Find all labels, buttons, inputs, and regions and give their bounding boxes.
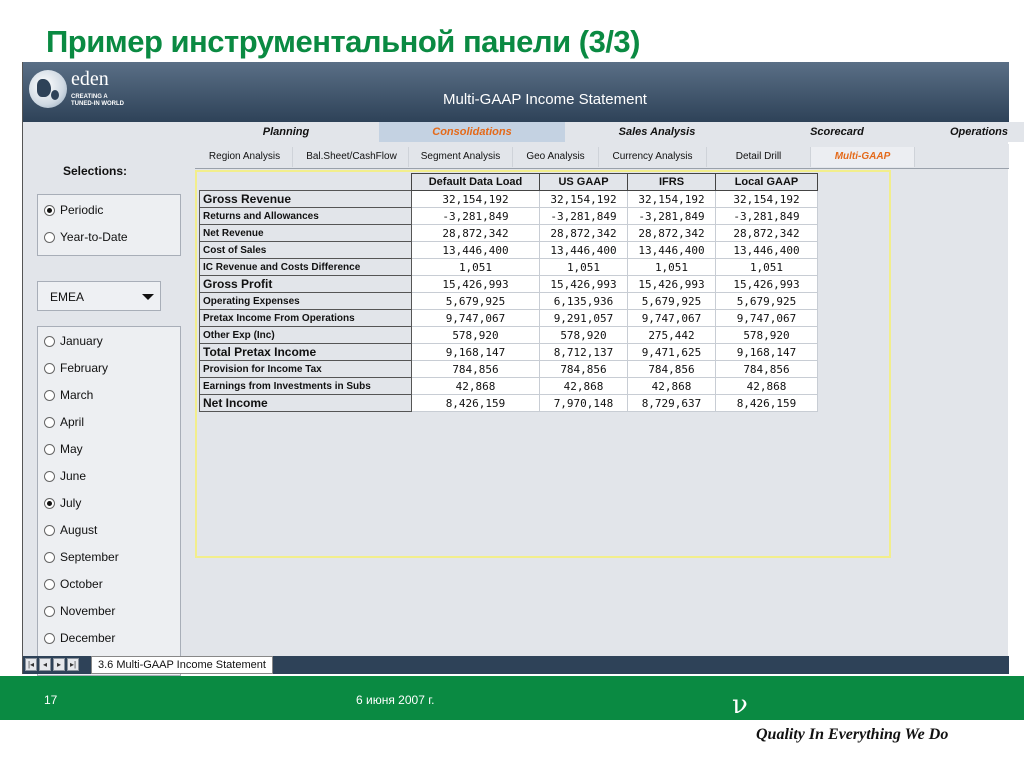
month-radio-july[interactable] (44, 494, 81, 512)
table-cell: 7,970,148 (540, 395, 628, 412)
secondary-tab-bar (195, 144, 1009, 169)
period-radio-group (37, 194, 181, 256)
radio-label: February (60, 361, 109, 375)
table-cell: 42,868 (412, 378, 540, 395)
radio-unselected-icon (44, 417, 55, 428)
primary-tab-bar (195, 122, 1009, 142)
dashboard-header (23, 62, 1009, 122)
table-cell: 9,747,067 (628, 310, 716, 327)
table-cell: 9,168,147 (716, 344, 818, 361)
globe-icon (29, 70, 67, 108)
table-row (200, 395, 818, 412)
table-cell: 13,446,400 (628, 242, 716, 259)
month-radio-february[interactable] (44, 359, 108, 377)
table-row (200, 310, 818, 327)
table-cell: 15,426,993 (716, 276, 818, 293)
radio-label: May (60, 442, 83, 456)
next-icon[interactable]: ▸ (53, 658, 65, 671)
radio-selected-icon (44, 205, 55, 216)
table-row (200, 276, 818, 293)
logo-tagline-line-1: CREATING A (71, 94, 108, 100)
table-cell: 275,442 (628, 327, 716, 344)
radio-unselected-icon (44, 633, 55, 644)
row-label: Returns and Allowances (200, 208, 412, 225)
first-icon[interactable]: |◂ (25, 658, 37, 671)
column-header: IFRS (628, 174, 716, 191)
slide-footer (0, 676, 1024, 720)
table-cell: 15,426,993 (628, 276, 716, 293)
table-row (200, 293, 818, 310)
radio-label: Periodic (60, 203, 104, 217)
report-title: Multi-GAAP Income Statement (443, 91, 647, 108)
selections-panel (23, 122, 195, 674)
radio-label: July (60, 496, 82, 510)
column-header: Default Data Load (412, 174, 540, 191)
table-corner-cell (200, 174, 412, 191)
radio-unselected-icon (44, 606, 55, 617)
row-label: Net Revenue (200, 225, 412, 242)
table-cell: 28,872,342 (540, 225, 628, 242)
row-label: Earnings from Investments in Subs (200, 378, 412, 395)
table-row (200, 225, 818, 242)
subtab-currency-analysis[interactable]: Currency Analysis (599, 147, 707, 167)
month-radio-november[interactable] (44, 602, 115, 620)
table-row (200, 259, 818, 276)
radio-label: March (60, 388, 94, 402)
radio-label: October (60, 577, 103, 591)
table-cell: 784,856 (716, 361, 818, 378)
table-cell: 32,154,192 (716, 191, 818, 208)
row-label: Gross Profit (200, 276, 412, 293)
table-cell: 15,426,993 (412, 276, 540, 293)
table-cell: 5,679,925 (412, 293, 540, 310)
radio-label: April (60, 415, 85, 429)
table-cell: 32,154,192 (628, 191, 716, 208)
table-cell: 28,872,342 (628, 225, 716, 242)
row-label: Cost of Sales (200, 242, 412, 259)
table-cell: 5,679,925 (628, 293, 716, 310)
radio-unselected-icon (44, 471, 55, 482)
table-cell: 8,729,637 (628, 395, 716, 412)
month-radio-group (37, 326, 181, 676)
dropdown-arrow-icon[interactable] (142, 294, 154, 300)
page-number: 17 (44, 693, 58, 707)
subtab-region-analysis[interactable]: Region Analysis (197, 147, 293, 167)
month-radio-march[interactable] (44, 386, 93, 404)
region-dropdown-value: EMEA (50, 290, 85, 304)
prev-icon[interactable]: ◂ (39, 658, 51, 671)
table-cell: 8,426,159 (716, 395, 818, 412)
table-cell: 784,856 (540, 361, 628, 378)
month-radio-september[interactable] (44, 548, 119, 566)
tab-scorecard[interactable]: Scorecard (747, 122, 927, 142)
sheet-tab[interactable]: 3.6 Multi-GAAP Income Statement (91, 656, 273, 674)
table-cell: 15,426,993 (540, 276, 628, 293)
region-dropdown[interactable] (37, 281, 161, 311)
table-cell: 9,168,147 (412, 344, 540, 361)
income-statement-grid-area (195, 170, 891, 558)
month-radio-june[interactable] (44, 467, 86, 485)
row-label: Other Exp (Inc) (200, 327, 412, 344)
subtab-geo-analysis[interactable]: Geo Analysis (513, 147, 599, 167)
subtab-segment-analysis[interactable]: Segment Analysis (409, 147, 513, 167)
table-cell: 9,471,625 (628, 344, 716, 361)
subtab-bal-sheet-cashflow[interactable]: Bal.Sheet/CashFlow (295, 147, 409, 167)
month-radio-december[interactable] (44, 629, 115, 647)
month-radio-may[interactable] (44, 440, 83, 458)
tab-planning[interactable]: Planning (195, 122, 377, 142)
radio-periodic[interactable] (44, 201, 103, 219)
selections-label: Selections: (63, 164, 128, 178)
table-cell: 578,920 (412, 327, 540, 344)
table-cell: -3,281,849 (716, 208, 818, 225)
row-label: IC Revenue and Costs Difference (200, 259, 412, 276)
sheet-tab-bar (23, 656, 1009, 674)
table-cell: 1,051 (628, 259, 716, 276)
table-cell: 32,154,192 (540, 191, 628, 208)
income-statement-table (199, 173, 818, 412)
table-cell: 8,712,137 (540, 344, 628, 361)
table-cell: 5,679,925 (716, 293, 818, 310)
table-cell: -3,281,849 (628, 208, 716, 225)
tab-operations[interactable]: Operations (929, 122, 1024, 142)
table-row (200, 378, 818, 395)
radio-unselected-icon (44, 552, 55, 563)
table-cell: -3,281,849 (540, 208, 628, 225)
month-radio-january[interactable] (44, 332, 103, 350)
radio-unselected-icon (44, 363, 55, 374)
column-header: US GAAP (540, 174, 628, 191)
table-cell: 9,291,057 (540, 310, 628, 327)
row-label: Pretax Income From Operations (200, 310, 412, 327)
radio-unselected-icon (44, 525, 55, 536)
month-radio-october[interactable] (44, 575, 103, 593)
table-cell: 13,446,400 (540, 242, 628, 259)
table-row (200, 344, 818, 361)
row-label: Operating Expenses (200, 293, 412, 310)
table-cell: -3,281,849 (412, 208, 540, 225)
row-label: Gross Revenue (200, 191, 412, 208)
table-cell: 1,051 (716, 259, 818, 276)
radio-unselected-icon (44, 336, 55, 347)
table-row (200, 191, 818, 208)
table-header-row (200, 174, 818, 191)
table-cell: 9,747,067 (412, 310, 540, 327)
table-row (200, 208, 818, 225)
brand-tagline: Quality In Everything We Do (756, 726, 949, 743)
table-cell: 784,856 (412, 361, 540, 378)
radio-label: June (60, 469, 87, 483)
radio-label: Year-to-Date (60, 230, 128, 244)
month-radio-april[interactable] (44, 413, 84, 431)
table-cell: 578,920 (716, 327, 818, 344)
radio-unselected-icon (44, 232, 55, 243)
tab-consolidations[interactable]: Consolidations (379, 122, 565, 142)
row-label: Net Income (200, 395, 412, 412)
radio-unselected-icon (44, 390, 55, 401)
table-cell: 1,051 (412, 259, 540, 276)
radio-unselected-icon (44, 444, 55, 455)
table-cell: 13,446,400 (412, 242, 540, 259)
eden-logo (29, 68, 159, 114)
table-cell: 32,154,192 (412, 191, 540, 208)
table-cell: 784,856 (628, 361, 716, 378)
radio-unselected-icon (44, 579, 55, 590)
table-cell: 42,868 (628, 378, 716, 395)
table-cell: 9,747,067 (716, 310, 818, 327)
logo-tagline-line-2: TUNED-IN WORLD (71, 101, 124, 107)
subtab-multi-gaap[interactable]: Multi-GAAP (811, 147, 915, 167)
slide-title: Пример инструментальной панели (3/3) (46, 24, 640, 59)
row-label: Total Pretax Income (200, 344, 412, 361)
tab-sales-analysis[interactable]: Sales Analysis (567, 122, 747, 142)
table-cell: 13,446,400 (716, 242, 818, 259)
radio-label: November (60, 604, 116, 618)
table-cell: 8,426,159 (412, 395, 540, 412)
table-cell: 6,135,936 (540, 293, 628, 310)
radio-label: January (60, 334, 103, 348)
table-row (200, 327, 818, 344)
last-icon[interactable]: ▸| (67, 658, 79, 671)
table-row (200, 242, 818, 259)
radio-selected-icon (44, 498, 55, 509)
table-cell: 42,868 (716, 378, 818, 395)
footer-date: 6 июня 2007 г. (356, 693, 435, 707)
month-radio-august[interactable] (44, 521, 97, 539)
radio-label: December (60, 631, 116, 645)
radio-label: September (60, 550, 119, 564)
dashboard-window (22, 62, 1008, 674)
table-cell: 42,868 (540, 378, 628, 395)
table-cell: 1,051 (540, 259, 628, 276)
table-row (200, 361, 818, 378)
table-cell: 28,872,342 (412, 225, 540, 242)
brand-mark: ν (732, 690, 748, 720)
radio-label: August (60, 523, 98, 537)
table-cell: 28,872,342 (716, 225, 818, 242)
table-cell: 578,920 (540, 327, 628, 344)
radio-year-to-date[interactable] (44, 228, 128, 246)
logo-name: eden (71, 68, 109, 90)
column-header: Local GAAP (716, 174, 818, 191)
subtab-detail-drill[interactable]: Detail Drill (707, 147, 811, 167)
row-label: Provision for Income Tax (200, 361, 412, 378)
